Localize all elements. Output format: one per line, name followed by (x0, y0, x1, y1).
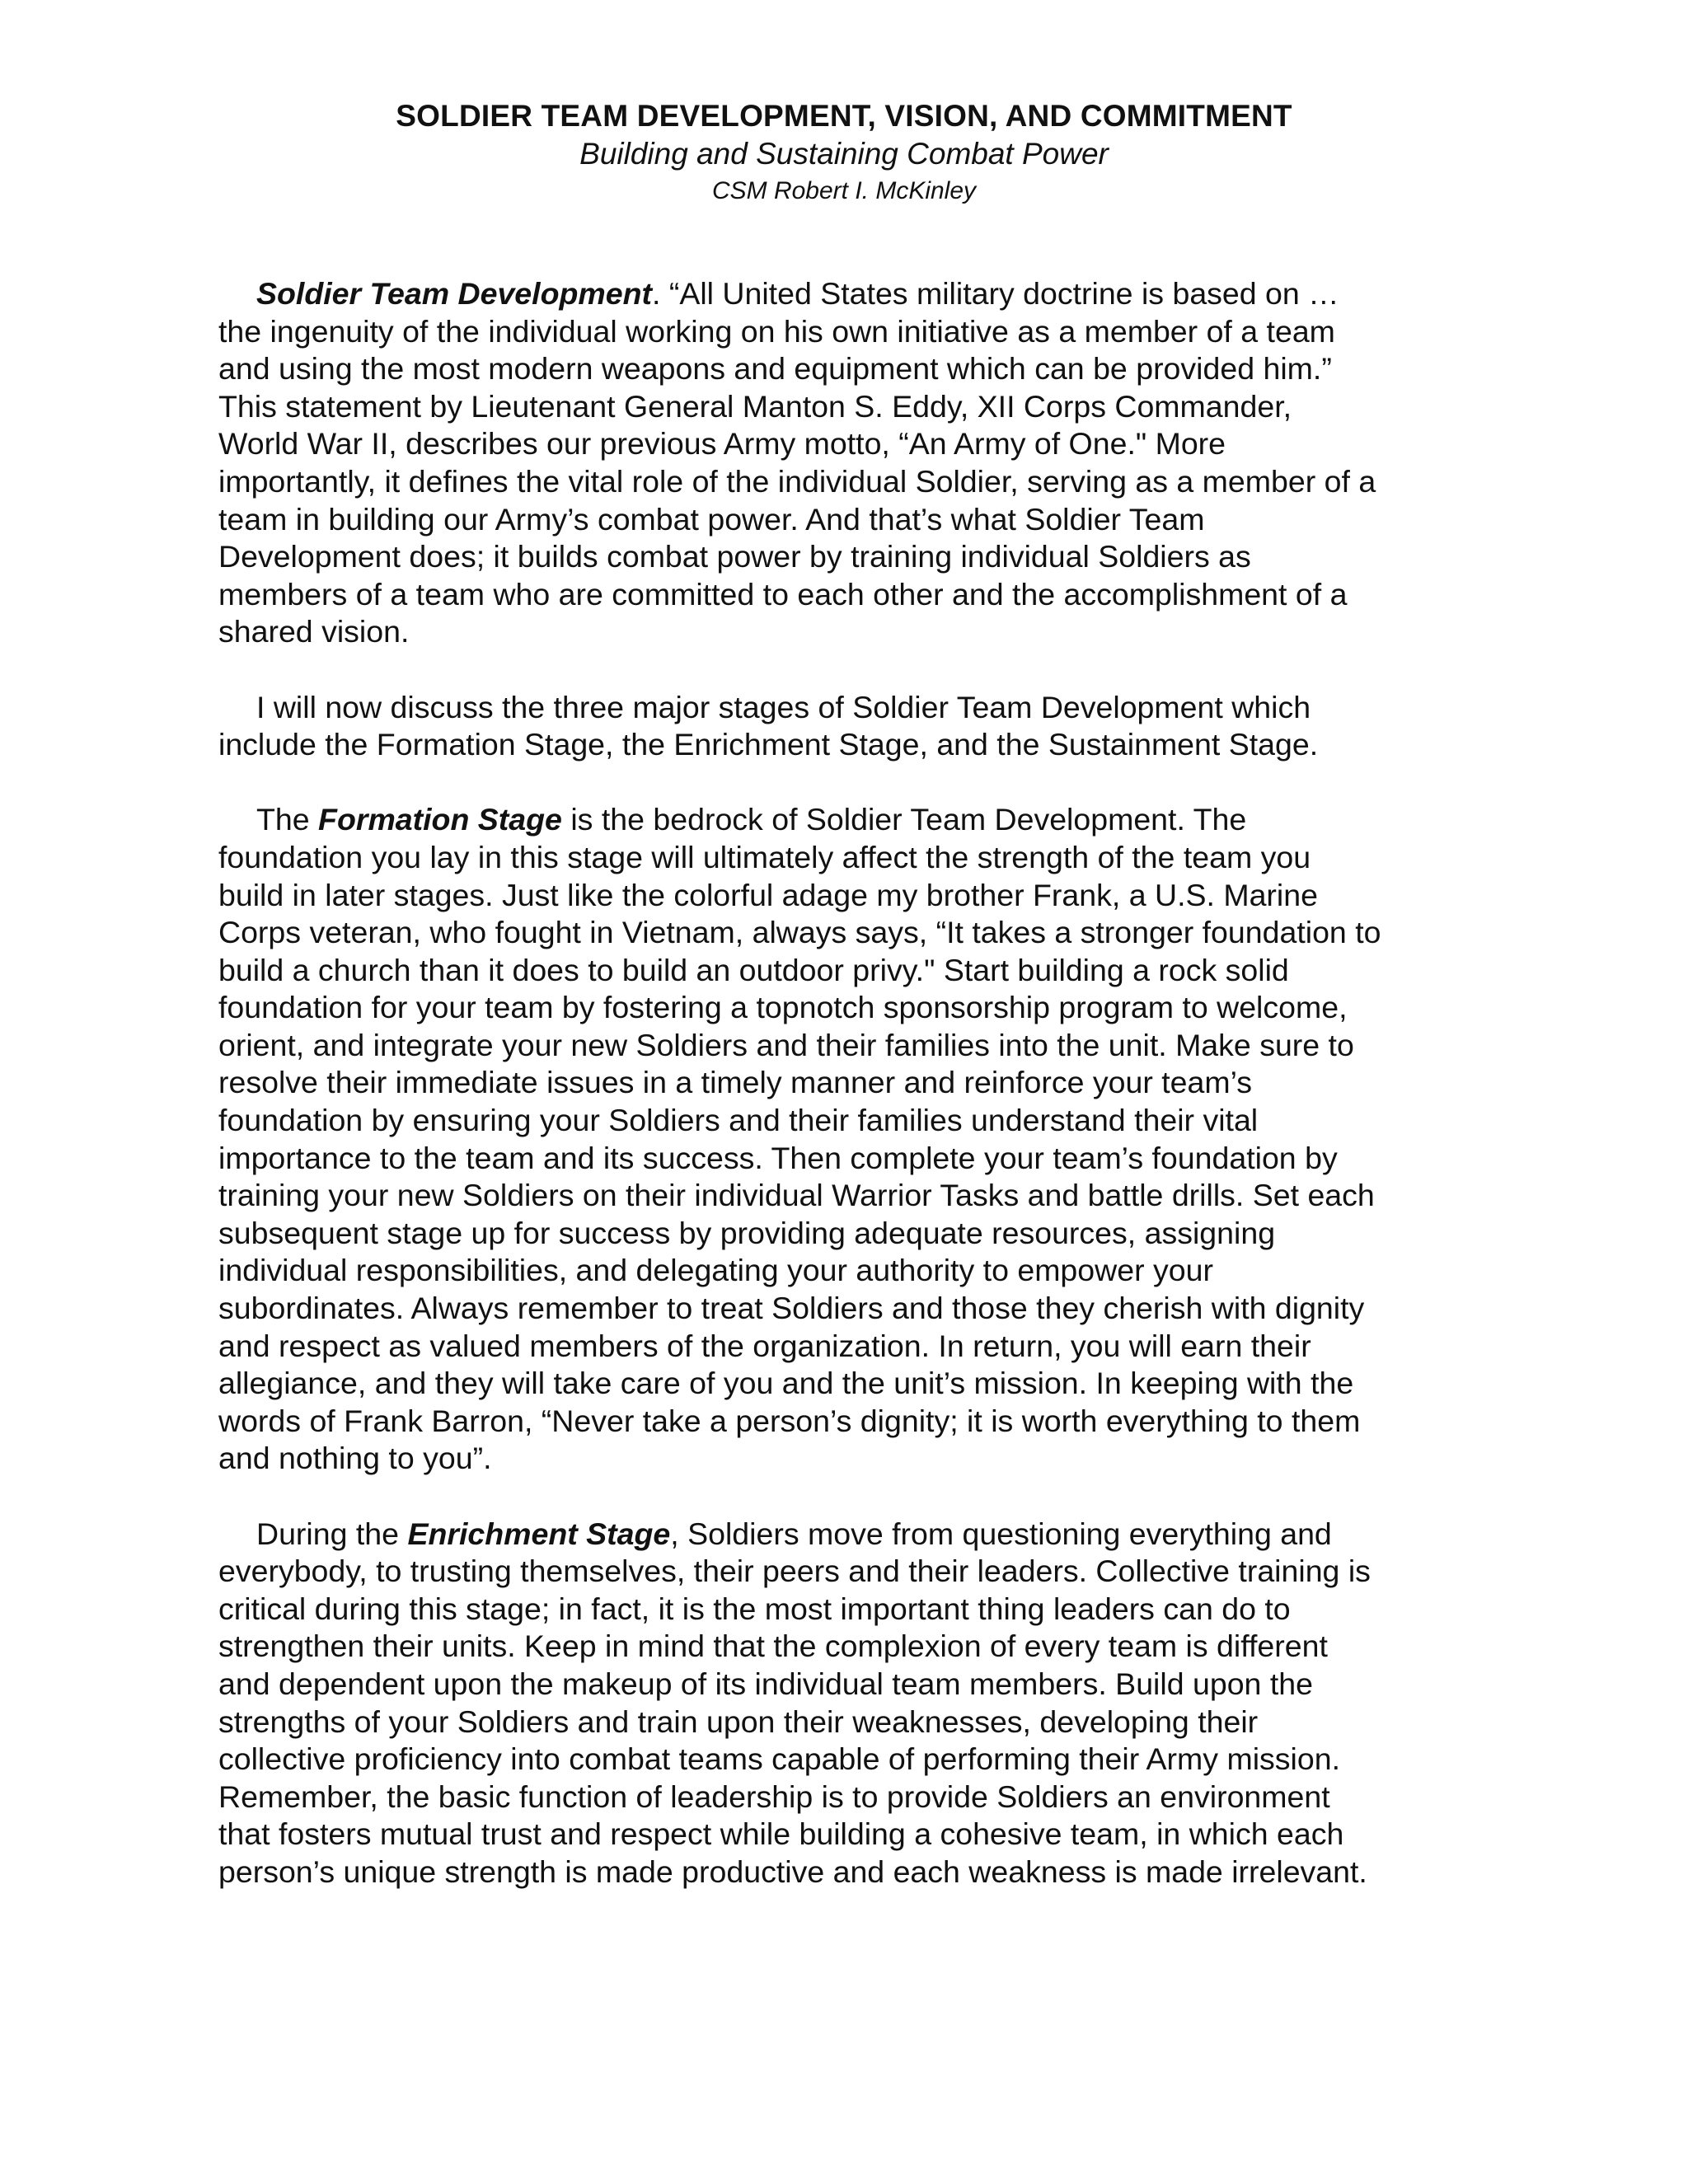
text-line: World War II, describes our previous Army motto, “An Army of One." More (218, 426, 1226, 462)
text-line: individual responsibilities, and delegating your authority to empower your (218, 1253, 1213, 1288)
text-line: allegiance, and they will take care of you and the unit’s mission. In keeping with the (218, 1366, 1354, 1401)
text-line: resolve their immediate issues in a timely manner and reinforce your team’s (218, 1065, 1253, 1100)
text-line: strengthen their units. Keep in mind that the complexion of every team is different (218, 1629, 1328, 1664)
text-line: Development does; it builds combat power by training individual Soldiers as (218, 539, 1251, 574)
text-line: Soldier Team Development. “All United States military doctrine is based on … (256, 276, 1339, 311)
text-line: and nothing to you”. (218, 1441, 492, 1476)
paragraph-enrichment-stage (218, 1516, 1471, 1891)
text-line: critical during this stage; in fact, it is the most important thing leaders can do to (218, 1591, 1291, 1626)
document-body (218, 275, 1471, 1929)
document-header (0, 97, 1688, 208)
text-line: importance to the team and its success. Then complete your team’s foundation by (218, 1140, 1338, 1175)
document-author: CSM Robert I. McKinley (711, 177, 977, 204)
text-line: shared vision. (218, 614, 410, 649)
paragraph-three-stages (218, 689, 1471, 764)
text-line: foundation you lay in this stage will ultimately affect the strength of the team you (218, 839, 1311, 874)
text-line: foundation for your team by fostering a topnotch sponsorship program to welcome, (218, 990, 1348, 1025)
text-line: that fosters mutual trust and respect while building a cohesive team, in which each (218, 1816, 1344, 1852)
text-line: Corps veteran, who fought in Vietnam, always says, “It takes a stronger foundation to (218, 915, 1381, 950)
text-line: and dependent upon the makeup of its individual team members. Build upon the (218, 1666, 1313, 1701)
text-line: I will now discuss the three major stages of Soldier Team Development which (256, 689, 1311, 724)
text-line: foundation by ensuring your Soldiers and their families understand their vital (218, 1103, 1259, 1138)
text-line: strengths of your Soldiers and train upon their weaknesses, developing their (218, 1704, 1259, 1739)
text-line: training your new Soldiers on their individual Warrior Tasks and battle drills. Set each (218, 1178, 1375, 1213)
text-line: build a church than it does to build an outdoor privy." Start building a rock solid (218, 952, 1289, 987)
text-line: build in later stages. Just like the colorful adage my brother Frank, a U.S. Marine (218, 877, 1318, 912)
text-line: members of a team who are committed to each other and the accomplishment of a (218, 576, 1348, 612)
paragraph-heading: Formation Stage (318, 802, 562, 837)
text-line: and using the most modern weapons and equipment which can be provided him.” (218, 351, 1332, 387)
text-line: everybody, to trusting themselves, their peers and their leaders. Collective training is (218, 1554, 1371, 1589)
text-line: Remember, the basic function of leadership is to provide Soldiers an environment (218, 1779, 1330, 1814)
paragraph-heading: Enrichment Stage (407, 1516, 671, 1551)
paragraph-heading: Soldier Team Development (256, 276, 652, 311)
text-line: and respect as valued members of the organization. In return, you will earn their (218, 1328, 1311, 1363)
text-line: collective proficiency into combat teams capable of performing their Army mission. (218, 1741, 1340, 1777)
text-line: subordinates. Always remember to treat Soldiers and those they cherish with dignity (218, 1291, 1365, 1326)
text-line: During the Enrichment Stage, Soldiers move from questioning everything and (256, 1516, 1332, 1551)
text-line: orient, and integrate your new Soldiers and their families into the unit. Make sure to (218, 1027, 1354, 1062)
text-line: person’s unique strength is made productive and each weakness is made irrelevant. (218, 1854, 1367, 1889)
text-line: importantly, it defines the vital role of the individual Soldier, serving as a member of a (218, 463, 1376, 499)
text-line: the ingenuity of the individual working on his own initiative as a member of a team (218, 313, 1335, 349)
text-line: team in building our Army’s combat power. And that’s what Soldier Team (218, 501, 1205, 537)
text-line: include the Formation Stage, the Enrichment Stage, and the Sustainment Stage. (218, 727, 1319, 762)
paragraph-formation-stage (218, 801, 1471, 1478)
text-line: subsequent stage up for success by providing adequate resources, assigning (218, 1215, 1276, 1250)
document-title: SOLDIER TEAM DEVELOPMENT, VISION, AND COMMITMENT (396, 99, 1292, 133)
text-line: This statement by Lieutenant General Manton S. Eddy, XII Corps Commander, (218, 388, 1292, 424)
document-subtitle: Building and Sustaining Combat Power (579, 137, 1109, 171)
text-line: The Formation Stage is the bedrock of Soldier Team Development. The (256, 802, 1247, 837)
text-line: words of Frank Barron, “Never take a person’s dignity; it is worth everything to them (218, 1403, 1361, 1438)
paragraph-soldier-team-development (218, 275, 1471, 651)
